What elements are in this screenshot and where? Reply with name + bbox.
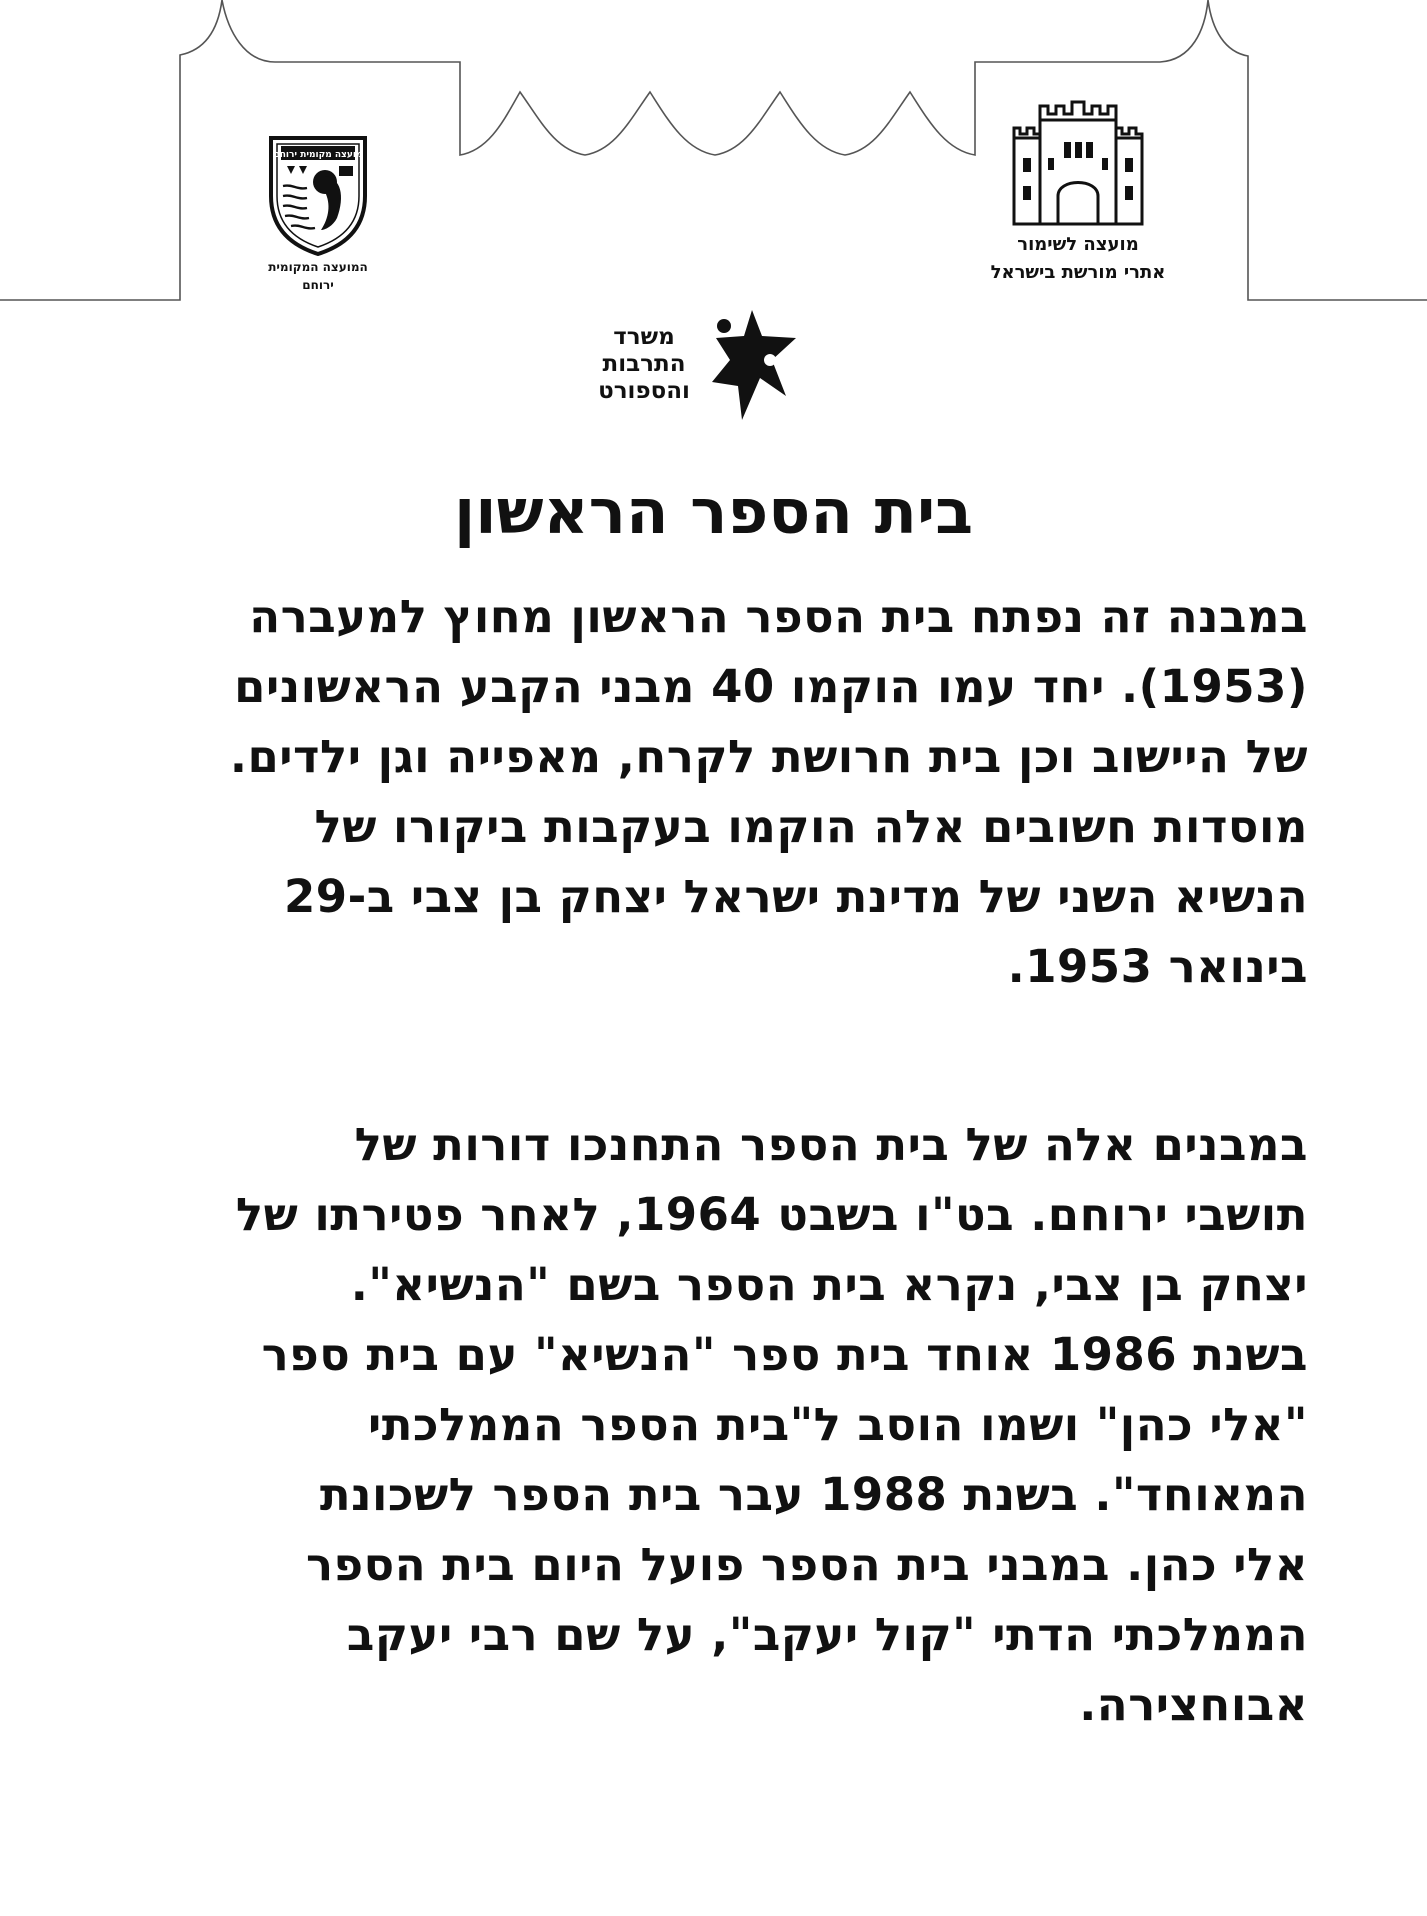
text-line: במבנים אלה של בית הספר התחנכו דורות של bbox=[354, 1118, 1308, 1171]
heritage-caption-line1: מועצה לשימור bbox=[1017, 234, 1139, 255]
heritage-caption-line2: אתרי מורשת בישראל bbox=[990, 261, 1166, 283]
ministry-line1: משרד bbox=[613, 324, 675, 350]
emblem-text: מועצה מקומית ירוחם bbox=[273, 150, 363, 160]
castle-icon bbox=[1008, 98, 1148, 228]
text-line: אלי כהן. במבני בית הספר פועל היום בית הספר bbox=[305, 1538, 1308, 1591]
text-line: במבנה זה נפתח בית הספר הראשון מחוץ למעברה bbox=[249, 590, 1308, 643]
ministry-name bbox=[584, 324, 704, 405]
text-line: בינואר 1953. bbox=[1007, 940, 1308, 993]
text-line: בשנת 1986 אוחד בית ספר "הנשיא" עם בית ספר bbox=[261, 1328, 1308, 1381]
text-line: (1953). יחד עמו הוקמו 40 מבני הקבע הראשונים bbox=[234, 660, 1308, 713]
text-line: תושבי ירוחם. בט"ו בשבט 1964, לאחר פטירתו של bbox=[235, 1188, 1308, 1241]
page-title: בית הספר הראשון bbox=[453, 475, 974, 548]
text-line: יצחק בן צבי, נקרא בית הספר בשם "הנשיא". bbox=[350, 1258, 1308, 1311]
text-line: המאוחד". בשנת 1988 עבר בית הספר לשכונת bbox=[319, 1468, 1308, 1521]
text-line: אבוחצירה. bbox=[1079, 1678, 1308, 1731]
text-line: הנשיא השני של מדינת ישראל יצחק בן צבי ב-29 bbox=[283, 870, 1308, 923]
ministry-line3: והספורט bbox=[598, 378, 690, 404]
shield-emblem-icon bbox=[263, 126, 373, 256]
text-line: של היישוב וכן בית חרושת לקרח, מאפייה וגן ילדים. bbox=[229, 730, 1308, 783]
paragraph-1 bbox=[100, 582, 1308, 1002]
star-figure-icon bbox=[706, 302, 806, 422]
text-line: מוסדות חשובים אלה הוקמו בעקבות ביקורו של bbox=[314, 800, 1308, 853]
yeruham-council-logo bbox=[248, 126, 388, 293]
text-line: "אלי כהן" ושמו הוסב ל"בית הספר הממלכתי bbox=[368, 1398, 1308, 1451]
yeruham-caption-line1: המועצה המקומית bbox=[268, 260, 368, 274]
paragraph-2 bbox=[100, 1110, 1308, 1740]
yeruham-caption-line2: ירוחם bbox=[302, 278, 334, 293]
ministry-logo bbox=[576, 302, 806, 422]
ministry-line2: התרבות bbox=[602, 351, 686, 377]
heritage-council-logo bbox=[958, 98, 1198, 283]
text-line: הממלכתי הדתי "קול יעקב", על שם רבי יעקב bbox=[346, 1608, 1308, 1661]
